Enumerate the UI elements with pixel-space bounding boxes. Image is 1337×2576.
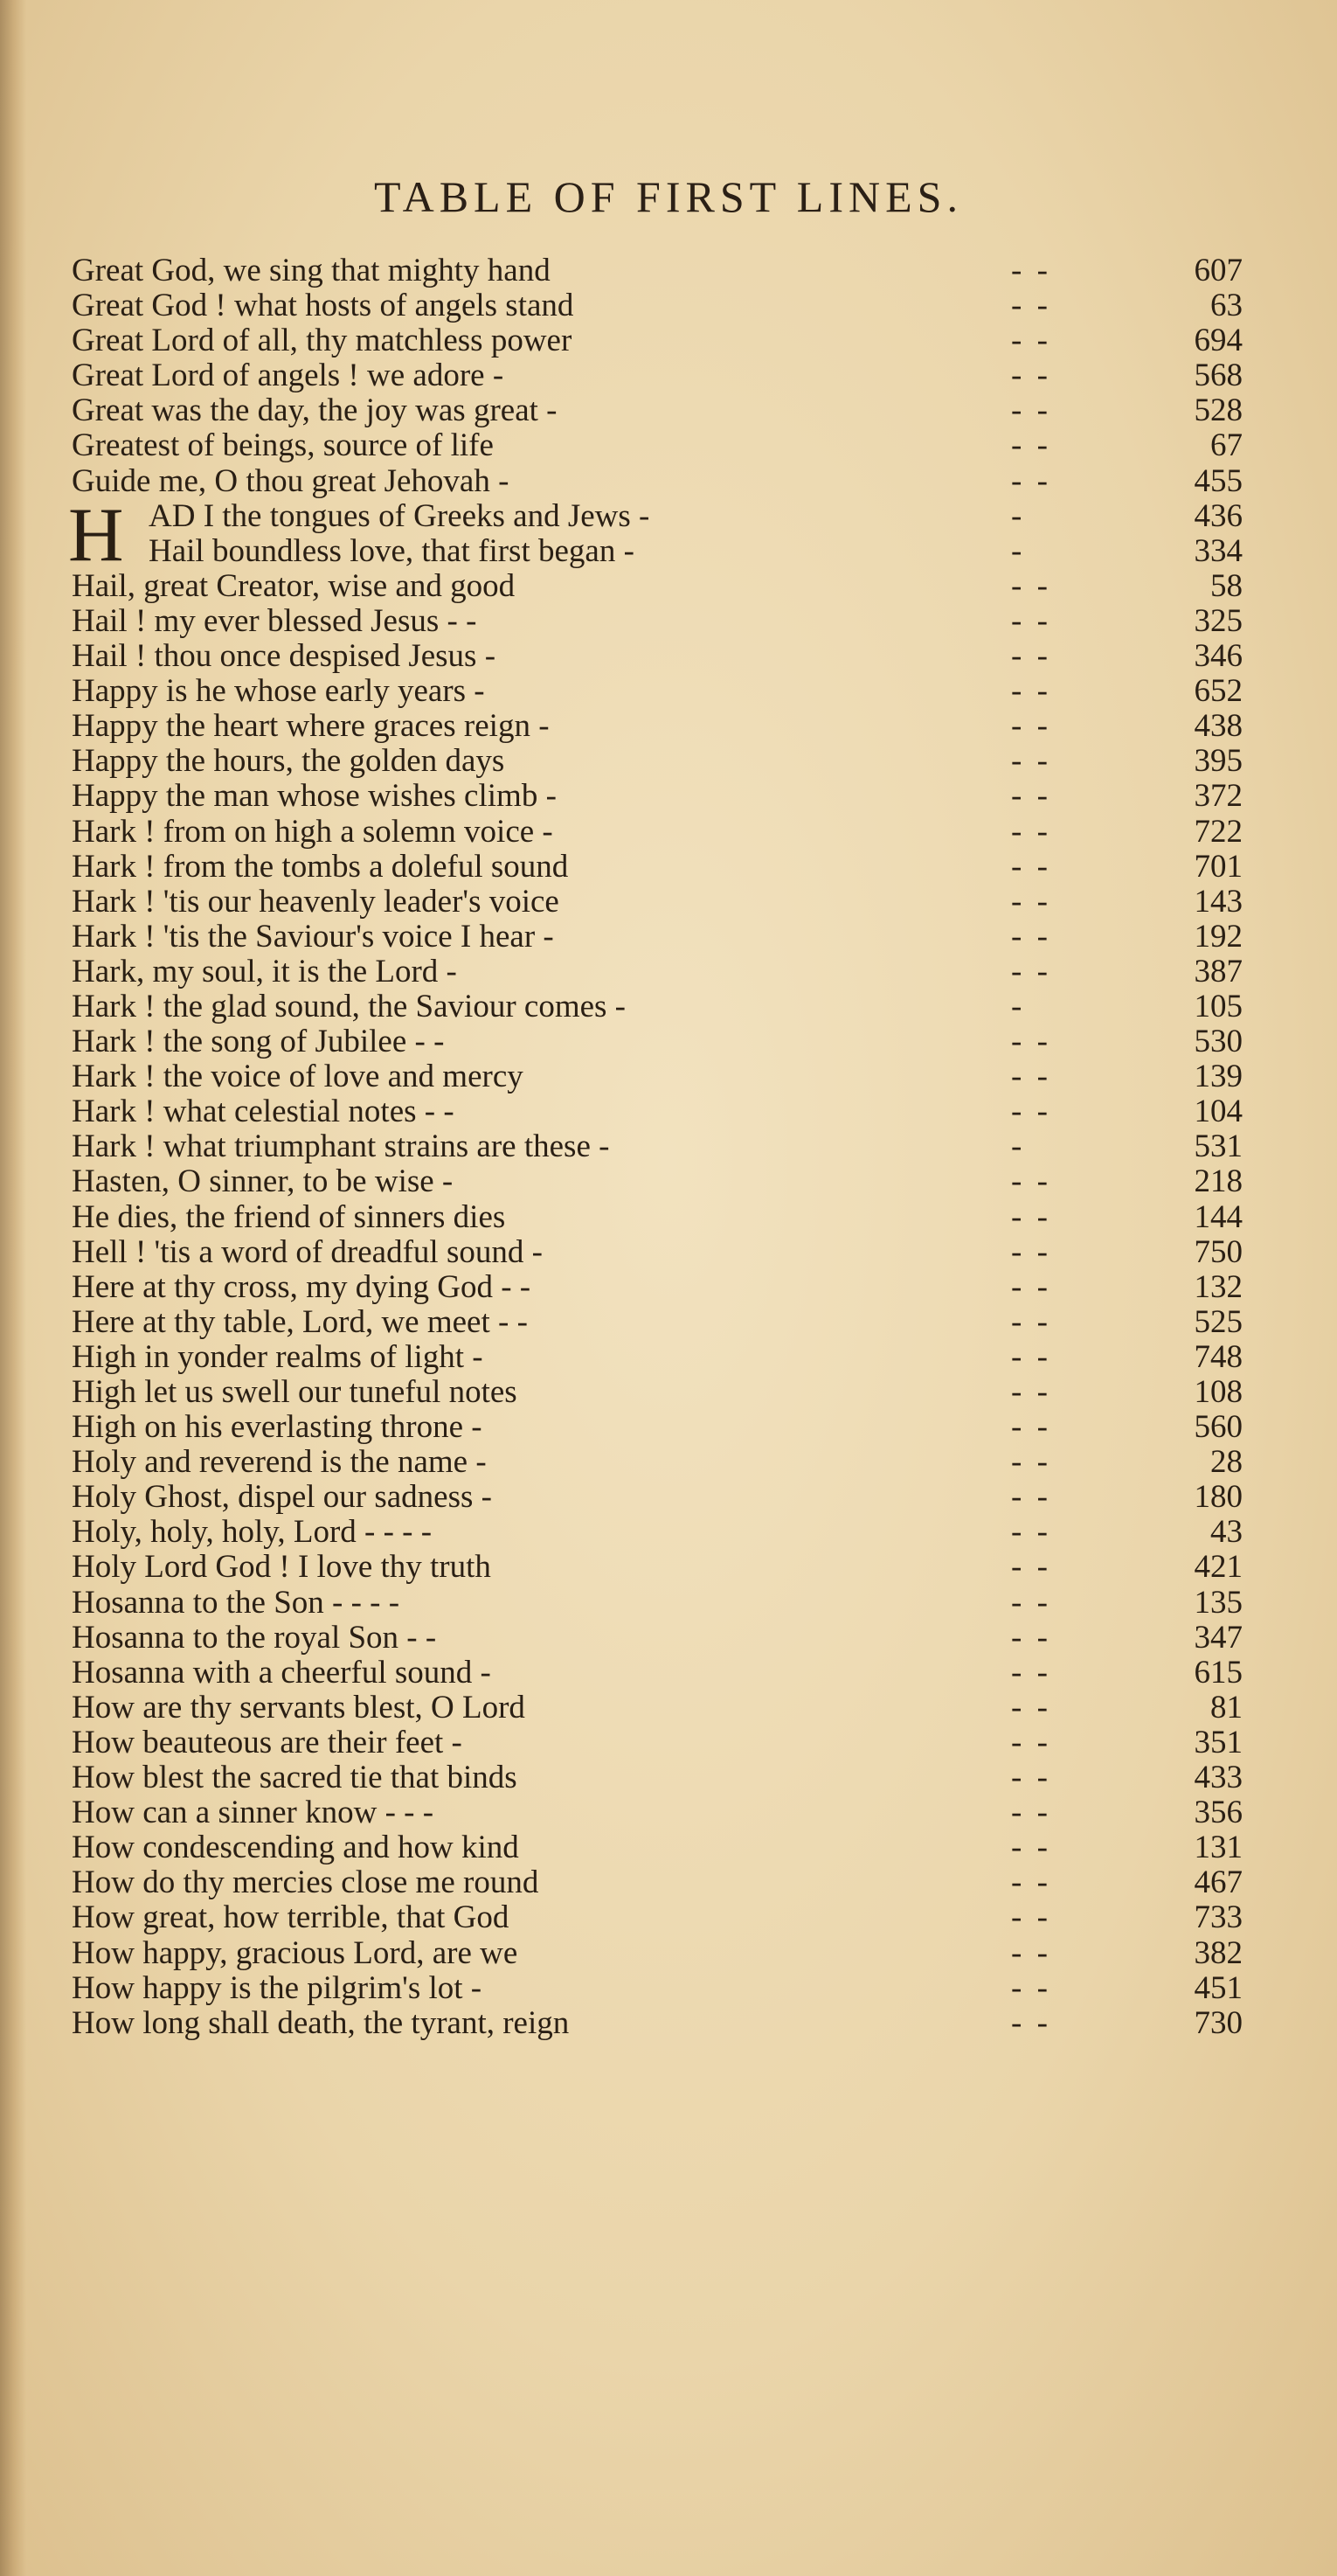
leader-dashes: - - [1011,1830,1051,1866]
table-row [72,1656,1243,1691]
leader-dashes: - - [1011,1024,1051,1060]
table-row [72,1621,1243,1656]
leader-dashes: - - [1011,1969,1051,2006]
table-row [72,920,1243,955]
first-line-text: Great was the day, the joy was great - [72,392,558,429]
first-line-text: Hark ! the song of Jubilee - - [72,1024,445,1060]
page-number: 143 [1194,883,1243,920]
table-row [72,288,1243,323]
table-row [72,358,1243,393]
page-number: 560 [1194,1409,1243,1446]
leader-dashes: - - [1011,2004,1051,2041]
table-row [72,1515,1243,1550]
leader-dashes: - - [1011,392,1051,429]
first-line-text: Hosanna to the royal Son - - [72,1619,437,1656]
leader-dashes: - - [1011,1059,1051,1095]
page-number: 733 [1194,1899,1243,1936]
first-line-text: How can a sinner know - - - [72,1795,434,1831]
page-title: TABLE OF FIRST LINES. [374,172,963,221]
leader-dashes: - - [1011,253,1051,288]
first-line-text: How blest the sacred tie that binds [72,1760,517,1796]
leader-dashes: - - [1011,1094,1051,1130]
page-number: 467 [1194,1864,1243,1901]
table-row [72,709,1243,744]
table-row [72,1235,1243,1270]
first-line-text: He dies, the friend of sinners dies [72,1198,506,1235]
table-row [72,885,1243,920]
table-row [72,393,1243,428]
leader-dashes: - [1011,532,1026,569]
first-line-text: How long shall death, the tyrant, reign [72,2004,570,2041]
leader-dashes: - - [1011,1444,1051,1481]
page-number: 387 [1194,953,1243,989]
page-number: 694 [1194,323,1243,359]
first-line-text: Hark ! from on high a solemn voice - [72,813,553,850]
page-number: 347 [1194,1619,1243,1656]
page-number: 356 [1194,1795,1243,1831]
leader-dashes: - - [1011,708,1051,745]
leader-dashes: - - [1011,462,1051,499]
first-line-text: Great God, we sing that mighty hand [72,253,551,288]
first-line-text: Hell ! 'tis a word of dreadful sound - [72,1233,543,1270]
leader-dashes: - - [1011,1409,1051,1446]
leader-dashes: - - [1011,288,1051,324]
page-number: 750 [1194,1233,1243,1270]
leader-dashes: - - [1011,602,1051,639]
page-number: 139 [1194,1059,1243,1095]
table-row [72,323,1243,358]
first-line-text: High on his everlasting throne - [72,1409,482,1446]
page-number: 325 [1194,602,1243,639]
page-number: 568 [1194,358,1243,394]
table-row [72,1795,1243,1830]
leader-dashes: - - [1011,1689,1051,1725]
table-row [72,1900,1243,1935]
page-number: 525 [1194,1303,1243,1340]
first-line-text: Hosanna with a cheerful sound - [72,1654,491,1691]
first-line-text: Greatest of beings, source of life [72,427,494,464]
table-row [72,253,1243,288]
first-line-text: Happy the man whose wishes climb - [72,778,557,815]
table-row [72,1270,1243,1305]
table-row [72,534,1243,569]
leader-dashes: - - [1011,1338,1051,1375]
first-line-text: Hosanna to the Son - - - - [72,1584,400,1621]
table-row [72,428,1243,463]
leader-dashes: - - [1011,673,1051,710]
first-line-text: Hark ! what triumphant strains are these - [72,1128,610,1165]
first-line-text: How great, how terrible, that God [72,1899,509,1936]
leader-dashes: - - [1011,813,1051,850]
table-row [72,850,1243,885]
table-row [72,1445,1243,1480]
page-number: 104 [1194,1094,1243,1130]
leader-dashes: - - [1011,918,1051,955]
first-line-text: Hark ! the glad sound, the Saviour comes - [72,988,626,1024]
page-number: 701 [1194,848,1243,885]
table-row [72,989,1243,1024]
first-line-text: How do thy mercies close me round [72,1864,539,1901]
leader-dashes: - - [1011,1934,1051,1971]
table-row [72,464,1243,499]
first-line-text: How happy is the pilgrim's lot - [72,1969,482,2006]
page-number: 748 [1194,1338,1243,1375]
first-line-text: Hark ! from the tombs a doleful sound [72,848,569,885]
first-line-text: Happy the heart where graces reign - [72,708,550,745]
first-line-text: Hark ! the voice of love and mercy [72,1059,523,1095]
first-line-text: Holy, holy, holy, Lord - - - - [72,1514,433,1551]
first-line-text: How happy, gracious Lord, are we [72,1934,518,1971]
page-number: 531 [1194,1128,1243,1165]
leader-dashes: - [1011,1128,1026,1165]
table-row [72,639,1243,674]
first-line-text: Holy Ghost, dispel our sadness - [72,1479,492,1516]
first-line-text: High in yonder realms of light - [72,1338,483,1375]
first-line-text: Happy the hours, the golden days [72,743,505,780]
table-row [72,1971,1243,2006]
table-row [72,1094,1243,1129]
page-number: 395 [1194,743,1243,780]
first-line-text: Great Lord of all, thy matchless power [72,323,572,359]
page-number: 144 [1194,1198,1243,1235]
table-row [72,1725,1243,1760]
table-row [72,674,1243,709]
page-number: 28 [1210,1444,1243,1481]
page-number: 67 [1210,427,1243,464]
table-row [72,569,1243,604]
first-line-text: How beauteous are their feet - [72,1724,462,1760]
table-row [72,1691,1243,1725]
page-number: 131 [1194,1830,1243,1866]
leader-dashes: - - [1011,1619,1051,1656]
first-line-text: Here at thy table, Lord, we meet - - [72,1303,528,1340]
first-lines-table [68,253,1243,2041]
table-row [72,815,1243,850]
page-number: 63 [1210,288,1243,324]
page-number: 58 [1210,567,1243,604]
page-number: 438 [1194,708,1243,745]
page-number: 615 [1194,1654,1243,1691]
table-row [72,955,1243,989]
page-number: 180 [1194,1479,1243,1516]
page-number: 730 [1194,2004,1243,2041]
table-row [72,1375,1243,1410]
page-number: 218 [1194,1163,1243,1200]
first-line-text: Hail ! my ever blessed Jesus - - [72,602,477,639]
leader-dashes: - - [1011,638,1051,675]
page-number: 382 [1194,1934,1243,1971]
leader-dashes: - - [1011,1899,1051,1936]
table-row [72,1550,1243,1585]
first-line-text: Great Lord of angels ! we adore - [72,358,504,394]
leader-dashes: - - [1011,1864,1051,1901]
page-number: 652 [1194,673,1243,710]
leader-dashes: - - [1011,1163,1051,1200]
page-number: 607 [1194,253,1243,288]
leader-dashes: - - [1011,1268,1051,1305]
leader-dashes: - - [1011,1795,1051,1831]
first-line-text: Hail boundless love, that first began - [149,532,634,569]
table-row [72,1760,1243,1795]
leader-dashes: - - [1011,883,1051,920]
leader-dashes: - - [1011,1303,1051,1340]
leader-dashes: - - [1011,1654,1051,1691]
leader-dashes: - - [1011,743,1051,780]
leader-dashes: - - [1011,567,1051,604]
table-row [72,1024,1243,1059]
page-number: 451 [1194,1969,1243,2006]
leader-dashes: - - [1011,427,1051,464]
table-row [72,779,1243,814]
page-number: 334 [1194,532,1243,569]
leader-dashes: - - [1011,848,1051,885]
first-line-text: Hark ! what celestial notes - - [72,1094,454,1130]
page-number: 135 [1194,1584,1243,1621]
first-line-text: Here at thy cross, my dying God - - [72,1268,531,1305]
leader-dashes: - - [1011,1549,1051,1586]
leader-dashes: - - [1011,1198,1051,1235]
page-number: 132 [1194,1268,1243,1305]
page-number: 436 [1194,497,1243,534]
table-row [72,1410,1243,1445]
leader-dashes: - - [1011,778,1051,815]
first-line-text: Holy and reverend is the name - [72,1444,487,1481]
first-line-text: Guide me, O thou great Jehovah - [72,462,509,499]
first-line-text: Hasten, O sinner, to be wise - [72,1163,454,1200]
page-number: 192 [1194,918,1243,955]
page-number: 372 [1194,778,1243,815]
table-row [72,1936,1243,1971]
table-row [72,1059,1243,1094]
page-number: 433 [1194,1760,1243,1796]
page-number: 108 [1194,1374,1243,1410]
page-gutter-shadow [0,0,26,2576]
page-number: 455 [1194,462,1243,499]
leader-dashes: - - [1011,1724,1051,1760]
page-number: 346 [1194,638,1243,675]
first-line-text: Hail ! thou once despised Jesus - [72,638,496,675]
first-line-text: How are thy servants blest, O Lord [72,1689,525,1725]
page-number: 530 [1194,1024,1243,1060]
first-line-text: AD I the tongues of Greeks and Jews - [149,497,650,534]
first-line-text: Hark ! 'tis our heavenly leader's voice [72,883,559,920]
table-row [72,1830,1243,1865]
page-number: 105 [1194,988,1243,1024]
leader-dashes: - - [1011,323,1051,359]
page-number: 81 [1210,1689,1243,1725]
page-number: 528 [1194,392,1243,429]
first-line-text: Hail, great Creator, wise and good [72,567,516,604]
table-row [72,1586,1243,1621]
leader-dashes: - - [1011,1233,1051,1270]
leader-dashes: - - [1011,1514,1051,1551]
page-number: 722 [1194,813,1243,850]
leader-dashes: - - [1011,1374,1051,1410]
first-line-text: High let us swell our tuneful notes [72,1374,517,1410]
table-row [72,2006,1243,2041]
leader-dashes: - [1011,988,1026,1024]
page-number: 351 [1194,1724,1243,1760]
leader-dashes: - [1011,497,1026,534]
leader-dashes: - - [1011,1479,1051,1516]
table-row [72,744,1243,779]
table-row [72,1305,1243,1340]
table-row [72,1865,1243,1900]
leader-dashes: - - [1011,1760,1051,1796]
first-line-text: Happy is he whose early years - [72,673,485,710]
leader-dashes: - - [1011,358,1051,394]
leader-dashes: - - [1011,1584,1051,1621]
table-row [72,1340,1243,1375]
table-row [72,1480,1243,1515]
first-line-text: Hark, my soul, it is the Lord - [72,953,457,989]
first-line-text: Great God ! what hosts of angels stand [72,288,574,324]
first-line-text: Holy Lord God ! I love thy truth [72,1549,491,1586]
drop-cap-letter: H [68,492,124,578]
table-row [72,1164,1243,1199]
page-number: 43 [1210,1514,1243,1551]
table-row [72,1129,1243,1164]
first-line-text: How condescending and how kind [72,1830,519,1866]
leader-dashes: - - [1011,953,1051,989]
first-line-text: Hark ! 'tis the Saviour's voice I hear - [72,918,554,955]
page-number: 421 [1194,1549,1243,1586]
table-row [72,604,1243,639]
table-row [72,1200,1243,1235]
